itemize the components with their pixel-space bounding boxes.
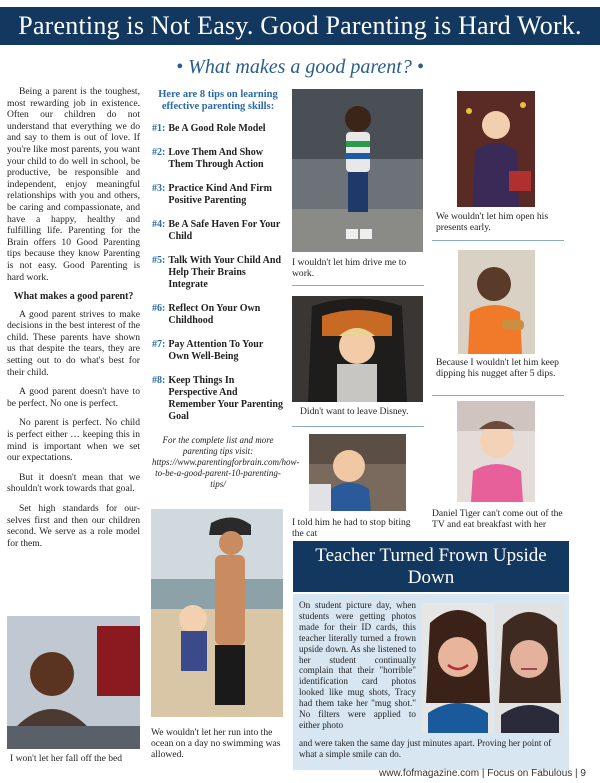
photo-boy-cat-image (309, 434, 406, 511)
tip-item (152, 339, 284, 363)
tip-item (152, 303, 284, 327)
tip-text: Talk With Your Child And Help Their Brains Integrate (168, 255, 281, 290)
tip-number: #3: (152, 183, 166, 194)
photo-girl-carseat-image (292, 296, 423, 402)
photo-teacher-smile-image (422, 603, 494, 733)
photo-boy-cat (309, 434, 406, 511)
tip-number: #2: (152, 147, 166, 158)
tips-list (152, 89, 300, 490)
body-paragraph: A good parent doesn't have to be perfect. No one is perfect. (7, 386, 140, 409)
tip-number: #8: (152, 375, 166, 386)
tip-text: Reflect On Your Own Childhood (168, 303, 261, 326)
tip-number: #7: (152, 339, 166, 350)
photo-teacher-frown (495, 603, 564, 733)
photo-teacher-smile (422, 603, 494, 733)
tip-item (152, 147, 284, 171)
photo-baby-bed (7, 616, 140, 749)
photo-teacher-frown-image (495, 603, 564, 733)
section-subtitle: • What makes a good parent? • (176, 56, 424, 78)
tip-number: #1: (152, 123, 166, 134)
divider (292, 426, 424, 427)
photo-boy-car (292, 89, 423, 252)
tip-item (152, 123, 284, 135)
tip-text: Keep Things In Perspective And Remember Your Parenting Goal (168, 375, 283, 422)
tips-intro: Here are 8 tips on learning effective parenting skills: (158, 89, 278, 112)
photo-baby-bed-image (7, 616, 140, 749)
caption-cat: I told him he had to stop biting the cat (292, 517, 411, 539)
page-title: Parenting is Not Easy. Good Parenting is Hard Work. (0, 7, 600, 45)
tip-number: #4: (152, 219, 166, 230)
tip-number: #6: (152, 303, 166, 314)
tips-source-note: For the complete list and more parenting tips visit: https://www.parentingforbrain.com/how-to-be-a-good-parent-10-parenting-tips/ (152, 435, 300, 489)
tip-item (152, 219, 284, 243)
body-paragraph: But it doesn't mean that we shouldn't work towards that goal. (7, 471, 140, 495)
caption-presents: We wouldn't let him open his presents early. (436, 211, 549, 233)
photo-girl-tiger (457, 401, 535, 502)
caption-drive: I wouldn't let him drive me to work. (292, 257, 407, 279)
body-paragraph: No parent is perfect. No child is perfect either … keeping this in mind is important when we set our expectations. (7, 417, 140, 464)
divider (432, 395, 564, 396)
tip-number: #5: (152, 255, 166, 266)
intro-column (7, 86, 140, 557)
divider (432, 240, 564, 241)
photo-child-nugget (458, 250, 535, 354)
tip-text: Be A Safe Haven For Your Child (168, 219, 281, 242)
caption-nugget: Because I wouldn't let him keep dipping his nugget after 5 dips. (436, 357, 559, 379)
photo-girl-carseat (292, 296, 423, 402)
caption-ocean: We wouldn't let her run into the ocean on a day no swimming was allowed. (151, 727, 281, 760)
photo-girl-tiger-image (457, 401, 535, 502)
caption-bed: I won't let her fall off the bed (10, 753, 123, 764)
body-paragraph: Set high standards for our-selves first and then our children second. We serve as a role model for them. (7, 503, 140, 549)
teacher-story-text: On student picture day, when students were getting photos made for their ID cards, this teacher literally turned a frown upside down. As she listened to her student continually complain that their "horrible" identification card photos looked like mug shots, Tracy had them take her "mug shot." No filters were applied to either photo (299, 600, 416, 730)
tip-text: Practice Kind And Firm Positive Parenting (168, 183, 272, 206)
teacher-story-text-end: and were taken the same day just minutes apart. Proving her point of what a simple smile can do. (299, 738, 552, 759)
divider (292, 285, 424, 286)
body-paragraph: A good parent strives to make decisions in the best interest of the child. These parents have shown us that despite the tears, they are setting out to do what's best for their child. (7, 308, 140, 378)
tip-text: Pay Attention To Your Own Well-Being (168, 339, 264, 362)
photo-boy-presents-image (457, 91, 535, 207)
tip-item (152, 255, 284, 291)
caption-tiger: Daniel Tiger can't come out of the TV and eat breakfast with her (432, 508, 563, 530)
intro-paragraph: Being a parent is the toughest, most rewarding job in existence. Often our children do not understand that everything we do and say to them is out of love. If you're like most parents, you want your child to do well in school, be productive, be responsible and independent, enjoy meaningful relationships with you and others, be caring and compassionate, and have a happy, healthy and fulfilling life. Parenting for the Brain offers 10 Good Parenting tips because they know Parenting is not easy. Good Parenting is hard work. (7, 86, 140, 283)
photo-boy-presents (457, 91, 535, 207)
tip-item (152, 183, 284, 207)
tip-text: Love Them And Show Them Through Action (168, 147, 264, 170)
teacher-section-title: Teacher Turned Frown Upside Down (293, 541, 569, 592)
tip-item (152, 375, 284, 423)
tip-text: Be A Good Role Model (168, 123, 266, 134)
caption-disney: Didn't want to leave Disney. (300, 406, 409, 417)
photo-boy-car-image (292, 89, 423, 252)
column-heading: What makes a good parent? (13, 291, 134, 303)
photo-beach-image (151, 509, 283, 717)
photo-child-nugget-image (458, 250, 535, 354)
page-footer: www.fofmagazine.com | Focus on Fabulous | 9 (379, 768, 586, 779)
photo-beach (151, 509, 283, 717)
